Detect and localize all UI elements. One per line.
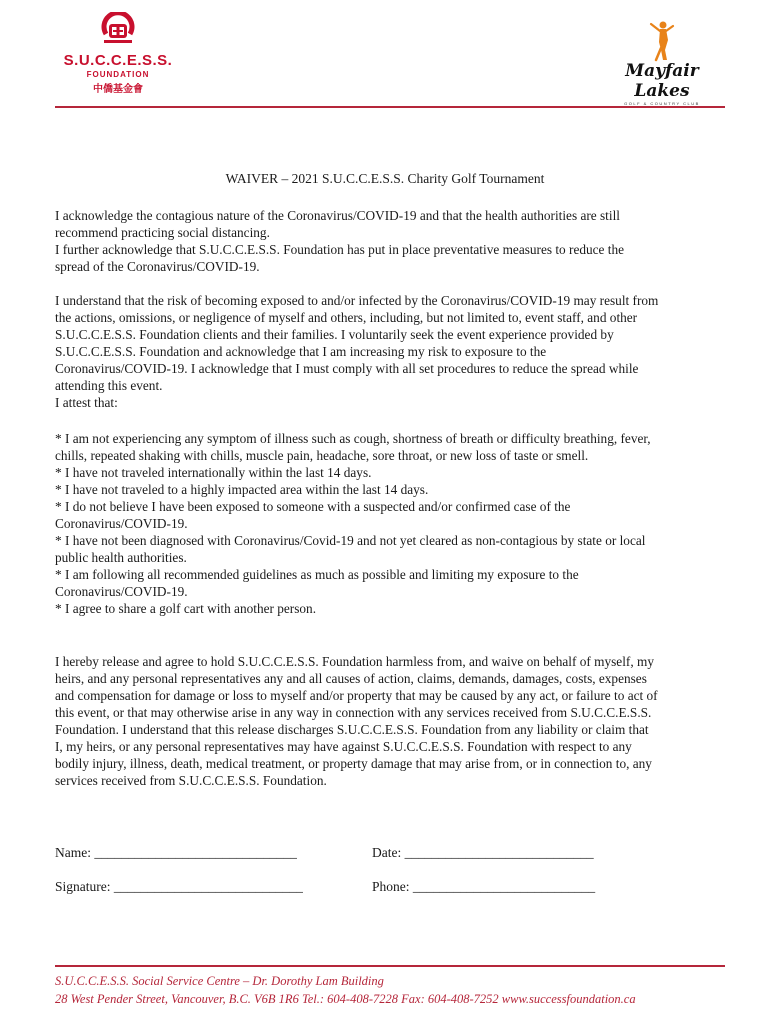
release-paragraph: [55, 653, 723, 789]
list-item: Coronavirus/COVID-19.: [55, 516, 188, 531]
success-emblem-icon: [98, 12, 138, 50]
signature-field[interactable]: Signature: ____________________________: [55, 879, 303, 894]
brand-chinese-name: 中僑基金會: [93, 84, 143, 95]
list-item: * I have not traveled internationally within the last 14 days.: [55, 465, 372, 480]
list-item: * I agree to share a golf cart with another person.: [55, 601, 317, 616]
list-item: * I do not believe I have been exposed to someone with a suspected and/or confirmed case of the: [55, 499, 571, 514]
text-line: I understand that the risk of becoming exposed to and/or infected by the Coronavirus/COVID-19 may result from: [55, 293, 659, 308]
date-field[interactable]: Date: ____________________________: [372, 845, 594, 860]
footer-address-line-1: S.U.C.C.E.S.S. Social Service Centre – Dr. Dorothy Lam Building: [55, 974, 384, 988]
text-line: recommend practicing social distancing.: [55, 225, 270, 240]
text-line: services received from S.U.C.C.E.S.S. Foundation.: [55, 773, 327, 788]
text-line: I hereby release and agree to hold S.U.C.C.E.S.S. Foundation harmless from, and waive on behalf of myself, my: [55, 654, 654, 669]
text-line: bodily injury, illness, death, medical treatment, or property damage that may arise from, or in connection to, any: [55, 756, 652, 771]
club-script-name: Mayfair Lakes: [625, 61, 699, 101]
text-line: spread of the Coronavirus/COVID-19.: [55, 259, 260, 274]
name-field[interactable]: Name: ______________________________: [55, 845, 297, 860]
text-line: the actions, omissions, or negligence of myself and others, including, but not limited to, event staff, and other: [55, 310, 638, 325]
list-item: public health authorities.: [55, 550, 187, 565]
text-line: heirs, and any personal representatives any and all causes of action, claims, demands, damages, costs, expenses: [55, 671, 647, 686]
text-line: I further acknowledge that S.U.C.C.E.S.S. Foundation has put in place preventative measures to reduce the: [55, 242, 625, 257]
text-line: Coronavirus/COVID-19. I acknowledge that I must comply with all set procedures to reduce the spread while: [55, 361, 639, 376]
phone-field[interactable]: Phone: ___________________________: [372, 879, 596, 894]
text-line: and compensation for damage or loss to myself and/or property that may be caused by any act, or failure to act of: [55, 688, 658, 703]
text-line: Foundation. I understand that this release discharges S.U.C.C.E.S.S. Foundation from any liability or claim that: [55, 722, 649, 737]
club-tagline: GOLF & COUNTRY CLUB: [624, 101, 700, 106]
text-line: this event, or that may otherwise arise in any way in connection with any services received from S.U.C.C.E.S.S.: [55, 705, 652, 720]
footer-address-line-2: 28 West Pender Street, Vancouver, B.C. V6B 1R6 Tel.: 604-408-7228 Fax: 604-408-7252 www.successfoundation.ca: [55, 992, 636, 1006]
acknowledgement-paragraph: [55, 207, 723, 275]
footer-divider: [55, 965, 725, 967]
risk-paragraph: [55, 292, 723, 411]
list-item: Coronavirus/COVID-19.: [55, 584, 188, 599]
list-item: * I have not been diagnosed with Coronavirus/Covid-19 and not yet cleared as non-contagious by state or local: [55, 533, 646, 548]
text-line: I attest that:: [55, 395, 118, 410]
golfer-silhouette-icon: [647, 20, 677, 62]
list-item: chills, repeated shaking with chills, muscle pain, headache, sore throat, or new loss of taste or smell.: [55, 448, 589, 463]
list-item: * I have not traveled to a highly impacted area within the last 14 days.: [55, 482, 429, 497]
text-line: S.U.C.C.E.S.S. Foundation and acknowledge that I am increasing my risk to exposure to the: [55, 344, 547, 359]
list-item: * I am not experiencing any symptom of illness such as cough, shortness of breath or difficulty breathing, fever,: [55, 431, 651, 446]
text-line: I acknowledge the contagious nature of the Coronavirus/COVID-19 and that the health authorities are still: [55, 208, 620, 223]
text-line: I, my heirs, or any personal representatives may have against S.U.C.C.E.S.S. Foundation with respect to any: [55, 739, 632, 754]
attestation-list: [55, 430, 723, 617]
brand-subtitle: FOUNDATION: [86, 70, 150, 79]
text-line: S.U.C.C.E.S.S. Foundation clients and their families. I voluntarily seek the event experience provided by: [55, 327, 614, 342]
text-line: attending this event.: [55, 378, 163, 393]
document-title: WAIVER – 2021 S.U.C.C.E.S.S. Charity Golf Tournament: [225, 171, 545, 186]
header-divider: [55, 106, 725, 108]
list-item: * I am following all recommended guidelines as much as possible and limiting my exposure to the: [55, 567, 579, 582]
success-foundation-logo: [62, 12, 174, 100]
mayfair-lakes-logo: [612, 20, 712, 106]
brand-name: S.U.C.C.E.S.S.: [63, 52, 173, 69]
